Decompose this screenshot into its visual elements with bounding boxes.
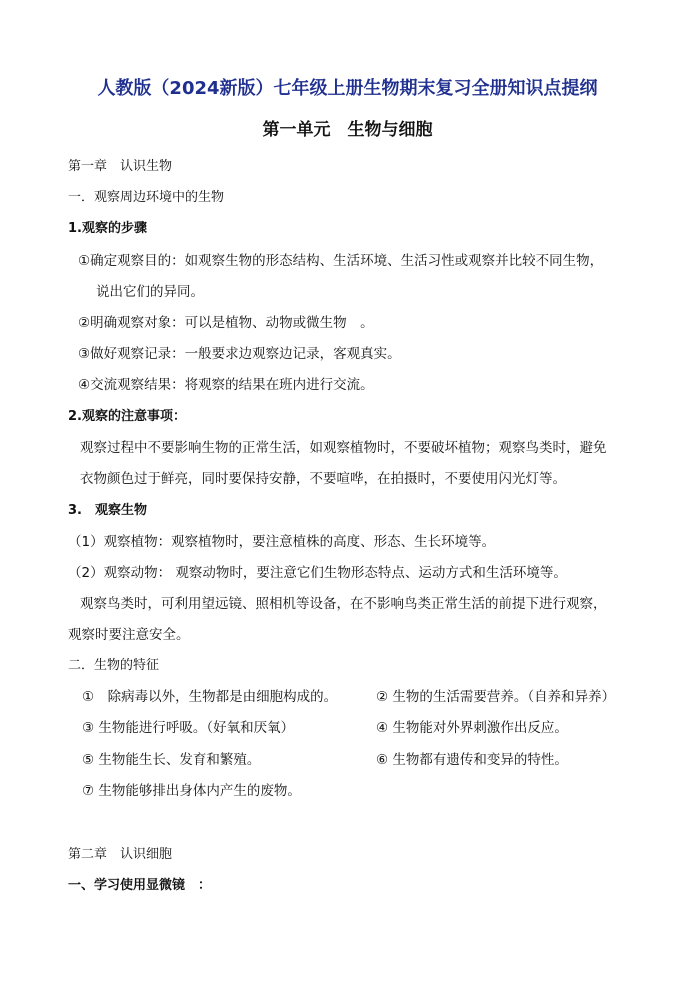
feature-5: ⑤ 生物能生长、发育和繁殖。: [82, 752, 261, 768]
feature-2: ② 生物的生活需要营养。（自养和异养）: [376, 689, 616, 705]
note-line-2: 衣物颜色过于鲜亮，同时要保持安静，不要喧哗，在拍摄时，不要使用闪光灯等。: [80, 471, 566, 487]
chapter-2-heading: 第二章 认识细胞: [68, 847, 173, 862]
subsection-3-heading: 3. 观察生物: [68, 503, 147, 518]
step-item-2: ②明确观察对象：可以是植物、动物或微生物 。: [78, 315, 374, 331]
step-item-1-cont: 说出它们的异同。: [96, 284, 204, 300]
observe-birds-line: 观察鸟类时，可利用望远镜、照相机等设备，在不影响鸟类正常生活的前提下进行观察，: [80, 596, 607, 612]
feature-7: ⑦ 生物能够排出身体内产生的废物。: [82, 783, 301, 799]
chapter-2-section-1-heading: 一、学习使用显微镜 ：: [68, 878, 212, 893]
feature-4: ④ 生物能对外界刺激作出反应。: [376, 720, 568, 736]
feature-3: ③ 生物能进行呼吸。（好氧和厌氧）: [82, 720, 295, 736]
section-2-heading: 二．生物的特征: [68, 658, 160, 673]
observe-animals-line: （2）观察动物： 观察动物时，要注意它们生物形态特点、运动方式和生活环境等。: [68, 565, 567, 581]
feature-6: ⑥ 生物都有遗传和变异的特性。: [376, 752, 568, 768]
step-item-1: ①确定观察目的：如观察生物的形态结构、生活环境、生活习性或观察并比较不同生物，: [78, 253, 604, 269]
document-title: 人教版（2024新版）七年级上册生物期末复习全册知识点提纲: [97, 78, 598, 99]
feature-1: ① 除病毒以外，生物都是由细胞构成的。: [82, 689, 338, 705]
step-item-4: ④交流观察结果：将观察的结果在班内进行交流。: [78, 377, 374, 393]
subsection-1-heading: 1.观察的步骤: [68, 221, 147, 236]
observe-safety-line: 观察时要注意安全。: [68, 627, 190, 643]
note-line-1: 观察过程中不要影响生物的正常生活，如观察植物时，不要破坏植物；观察鸟类时，避免: [80, 440, 607, 456]
subsection-2-heading: 2.观察的注意事项：: [68, 409, 186, 424]
chapter-1-heading: 第一章 认识生物: [68, 159, 173, 174]
observe-plants-line: （1）观察植物：观察植物时，要注意植株的高度、形态、生长环境等。: [68, 534, 496, 550]
section-1-heading: 一．观察周边环境中的生物: [68, 190, 225, 205]
step-item-3: ③做好观察记录：一般要求边观察边记录，客观真实。: [78, 346, 401, 362]
unit-title: 第一单元 生物与细胞: [262, 120, 433, 140]
